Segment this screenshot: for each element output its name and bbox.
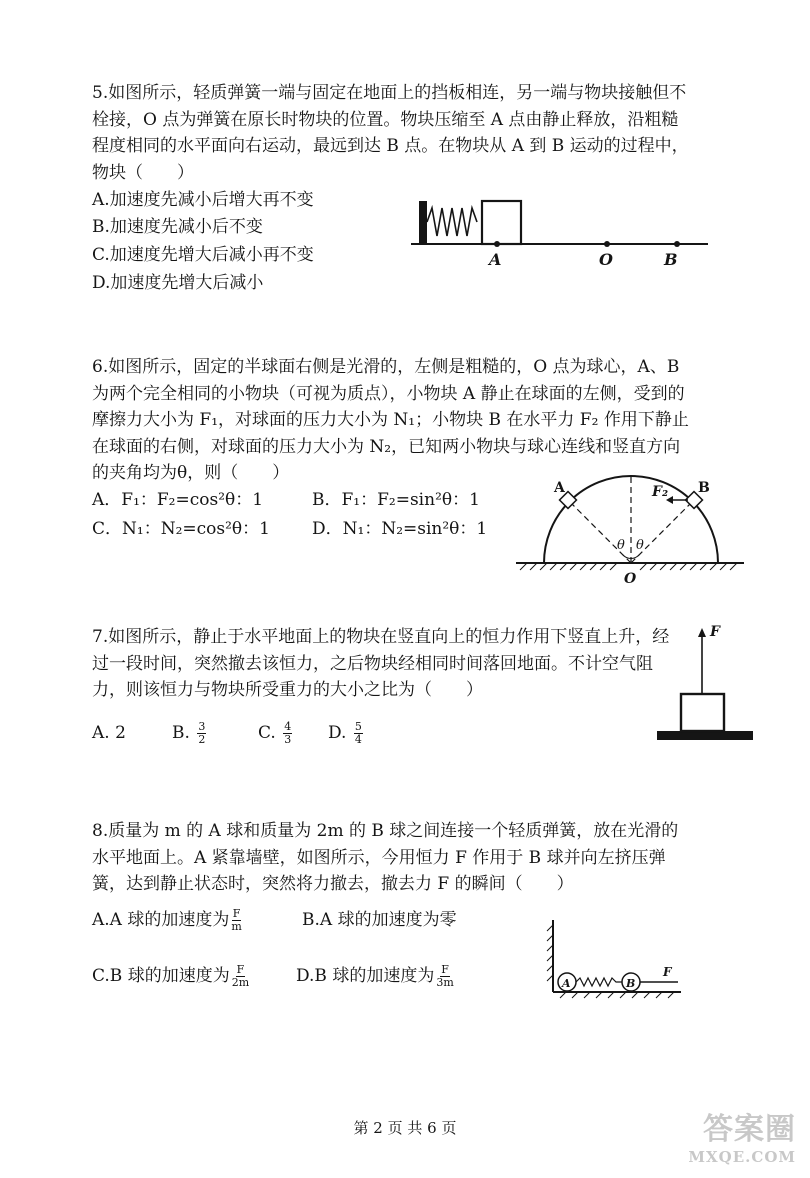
q5-label-a: A (489, 250, 502, 269)
page-footer: 第 2 页 共 6 页 (353, 1119, 457, 1137)
q8-label-f: F (663, 965, 672, 979)
q5-option-c: C.加速度先增大后减小再不变 (92, 245, 314, 265)
q5-label-o: O (599, 250, 613, 269)
question-7-stem: 7.如图所示，静止于水平地面上的物块在竖直向上的恒力作用下竖直上升，经过一段时间，突然撤去该恒力，之后物块经相同时间落回地面。不计空气阻力，则该恒力与物块所受重力的大小之比为（ ） (92, 627, 670, 700)
q8-spring (576, 978, 622, 986)
watermark-text-bottom: MXQE.COM (688, 1148, 796, 1166)
q6-label-f2: F₂ (652, 484, 669, 500)
q6-option-d: D．N₁：N₂=sin²θ：1 (312, 519, 488, 539)
q7-option-d-fraction: $\frac{5}{4}$ (354, 720, 362, 746)
q8-label-a: A (562, 977, 571, 990)
q7-option-b-fraction: $\frac{3}{2}$ (198, 720, 206, 746)
q7-option-c-label: C. (258, 723, 276, 743)
q8-option-d-fraction: $\frac{F}{3m}$ (436, 963, 454, 989)
q8-option-c-text: C.B 球的加速度为 (92, 966, 230, 986)
q6-option-c: C．N₁：N₂=cos²θ：1 (92, 519, 270, 539)
q6-label-o: O (624, 571, 637, 587)
question-6-stem: 6.如图所示，固定的半球面右侧是光滑的，左侧是粗糙的，O 点为球心，A、B 为两个完全相同的小物块（可视为质点），小物块 A 静止在球面的左侧，受到的摩擦力大小为 F₁，对球面的压力大小为 N₁；小物块 B 在水平力 F₂ 作用下静止在球面的右侧，对球面的压力大小为 N₂，已知两小物块与球心连线和竖直方向的夹角均为θ，则（ ） (92, 357, 689, 483)
q6-option-b: B．F₁：F₂=sin²θ：1 (312, 490, 480, 510)
q8-option-c-fraction: $\frac{F}{2m}$ (231, 963, 250, 989)
q7-option-b-label: B. (172, 723, 190, 743)
q6-option-a: A．F₁：F₂=cos²θ：1 (92, 490, 264, 510)
q7-option-d-label: D. (328, 723, 347, 743)
q7-option-a-label: A. (92, 723, 110, 743)
q6-theta-left: θ (617, 538, 625, 553)
q8-label-b: B (626, 977, 636, 990)
q7-option-c-fraction: $\frac{4}{3}$ (284, 720, 292, 746)
watermark-text-top: 答案圈 (703, 1112, 796, 1147)
q6-label-a: A (554, 480, 565, 496)
q8-option-d-text: D.B 球的加速度为 (296, 966, 435, 986)
question-5-stem: 5.如图所示，轻质弹簧一端与固定在地面上的挡板相连，另一端与物块接触但不栓接，O 点为弹簧在原长时物块的位置。物块压缩至 A 点由静止释放，沿粗糙程度相同的水平面向右运动，最远到达 B 点。在物块从 A 到 B 运动的过程中，物块（ ） (92, 83, 689, 183)
q6-label-b: B (698, 480, 710, 496)
watermark-logo (688, 1104, 796, 1166)
q8-option-a-fraction: $\frac{F}{m}$ (231, 907, 242, 933)
q7-option-a-value: 2 (115, 723, 126, 743)
question-8-stem: 8.质量为 m 的 A 球和质量为 2m 的 B 球之间连接一个轻质弹簧，放在光滑的水平地面上。A 紧靠墙壁，如图所示，今用恒力 F 作用于 B 球并向左挤压弹簧，达到静止状态时，突然将力撤去，撤去力 F 的瞬间（ ） (92, 821, 679, 894)
q7-label-f: F (710, 624, 720, 640)
q5-option-a: A.加速度先减小后增大再不变 (92, 190, 314, 210)
q6-theta-right: θ (636, 538, 644, 553)
q8-option-b: B.A 球的加速度为零 (302, 910, 457, 930)
q5-label-b: B (664, 250, 678, 269)
q5-option-d: D.加速度先增大后减小 (92, 273, 264, 293)
q5-option-b: B.加速度先减小后不变 (92, 217, 263, 237)
q8-option-a-text: A.A 球的加速度为 (92, 910, 230, 930)
